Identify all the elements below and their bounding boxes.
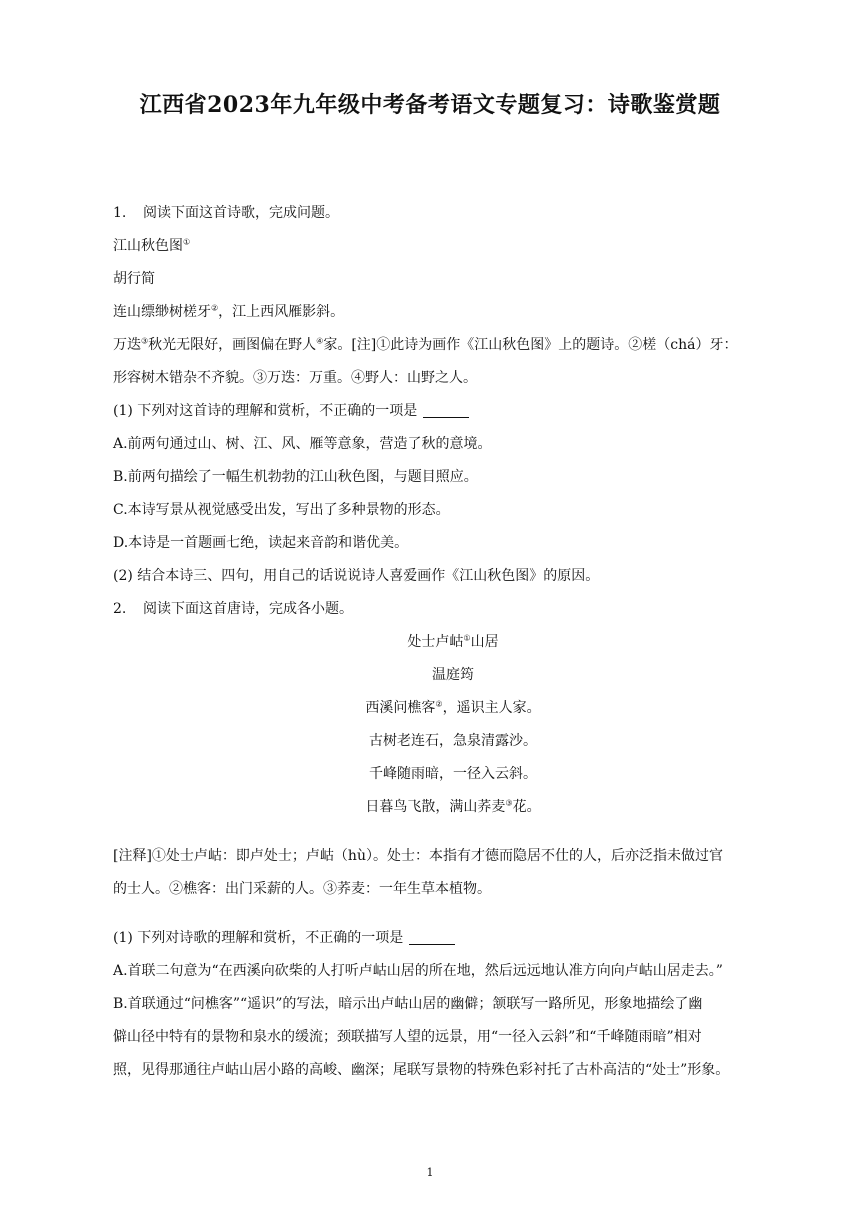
- option-a: A.前两句通过山、树、江、风、雁等意象，营造了秋的意境。: [113, 436, 492, 452]
- poem-text: ，江上西风雁影斜。: [218, 304, 345, 320]
- subquestion-2: (2) 结合本诗三、四句，用自己的话说说诗人喜爱画作《江山秋色图》的原因。: [113, 568, 600, 584]
- poem-text: 西溪问樵客: [365, 700, 436, 716]
- poem-title-text: 江山秋色图: [113, 238, 183, 254]
- question-text: 阅读下面这首诗歌，完成问题。: [143, 205, 339, 221]
- question-2-prompt: [113, 593, 793, 626]
- poem-title-text: 山居: [470, 634, 499, 650]
- question-1-prompt: [113, 197, 793, 230]
- poem-text: 秋光无限好，画图偏在野人: [148, 337, 317, 353]
- poem-text: 万迭: [113, 337, 141, 353]
- poem-text: 家。[注]①此诗为画作《江山秋色图》上的题诗。②槎（chá）牙：: [323, 337, 738, 353]
- option-d: D.本诗是一首题画七绝，读起来音韵和谐优美。: [113, 535, 409, 551]
- question-text: 阅读下面这首唐诗，完成各小题。: [143, 601, 353, 617]
- subquestion-text: (1) 下列对这首诗的理解和赏析，不正确的一项是: [113, 403, 418, 419]
- footnote-marker: ③: [505, 798, 513, 808]
- option-a: A.首联二句意为“在西溪向砍柴的人打听卢岵山居的所在地，然后远远地认准方向向卢岵山居走去。”: [113, 963, 723, 979]
- option-b: B.首联通过“问樵客”“遥识”的写法，暗示出卢岵山居的幽僻；颔联写一路所见，形象地描绘了幽: [113, 996, 703, 1012]
- document-title: 江西省2023年九年级中考备考语文专题复习：诗歌鉴赏题: [139, 92, 721, 118]
- poem-verse: [113, 692, 793, 725]
- poem-title: [113, 230, 793, 263]
- poem-text: ，遥识主人家。: [442, 700, 541, 716]
- annotation-line: 的士人。②樵客：出门采薪的人。③荞麦：一年生草本植物。: [113, 881, 491, 897]
- poem-line: [113, 329, 793, 362]
- question-number: 1.: [113, 205, 127, 221]
- option-b-continued: 照，见得那通往卢岵山居小路的高峻、幽深；尾联写景物的特殊色彩衬托了古朴高洁的“处士”形象。: [113, 1062, 730, 1078]
- subquestion-1: [113, 922, 793, 955]
- poem-author: 温庭筠: [432, 667, 474, 683]
- poem-title-text: 处士卢岵: [407, 634, 464, 650]
- option-b-continued: 僻山径中特有的景物和泉水的缓流；颈联描写人望的远景，用“一径入云斜”和“千峰随雨暗”相对: [113, 1029, 702, 1045]
- footnote-marker: ②: [435, 699, 443, 709]
- poem-text: 连山缥缈树槎牙: [113, 304, 211, 320]
- answer-blank[interactable]: [409, 930, 455, 945]
- spacer: [113, 906, 793, 922]
- poem-verse: 古树老连石，急泉清露沙。: [369, 733, 537, 749]
- footnote-marker: ④: [316, 336, 324, 346]
- footnote-marker: ②: [211, 303, 219, 313]
- answer-blank[interactable]: [423, 403, 469, 418]
- poem-verse: [113, 791, 793, 824]
- footnote-marker: ③: [141, 336, 149, 346]
- annotation-line: [注释]①处士卢岵：即卢处士；卢岵（hù）。处士：本指有才德而隐居不仕的人，后亦泛指未做过官: [113, 848, 723, 864]
- question-number: 2.: [113, 601, 127, 617]
- option-c: C.本诗写景从视觉感受出发，写出了多种景物的形态。: [113, 502, 450, 518]
- document-body: [113, 197, 793, 1087]
- option-b: B.前两句描绘了一幅生机勃勃的江山秋色图，与题目照应。: [113, 469, 478, 485]
- poem-author: 胡行简: [113, 271, 155, 287]
- poem-verse: 千峰随雨暗，一径入云斜。: [369, 766, 537, 782]
- spacer: [113, 824, 793, 840]
- poem-text: 花。: [512, 799, 541, 815]
- poem-line: [113, 296, 793, 329]
- page-number: 1: [426, 1166, 434, 1179]
- subquestion-1: [113, 395, 793, 428]
- poem-text: 日暮鸟飞散，满山荞麦: [365, 799, 506, 815]
- poem-title: [113, 626, 793, 659]
- footnote-marker: ①: [183, 237, 191, 247]
- subquestion-text: (1) 下列对诗歌的理解和赏析，不正确的一项是: [113, 930, 404, 946]
- annotation-line: 形容树木错杂不齐貌。③万迭：万重。④野人：山野之人。: [113, 370, 477, 386]
- footnote-marker: ①: [463, 633, 471, 643]
